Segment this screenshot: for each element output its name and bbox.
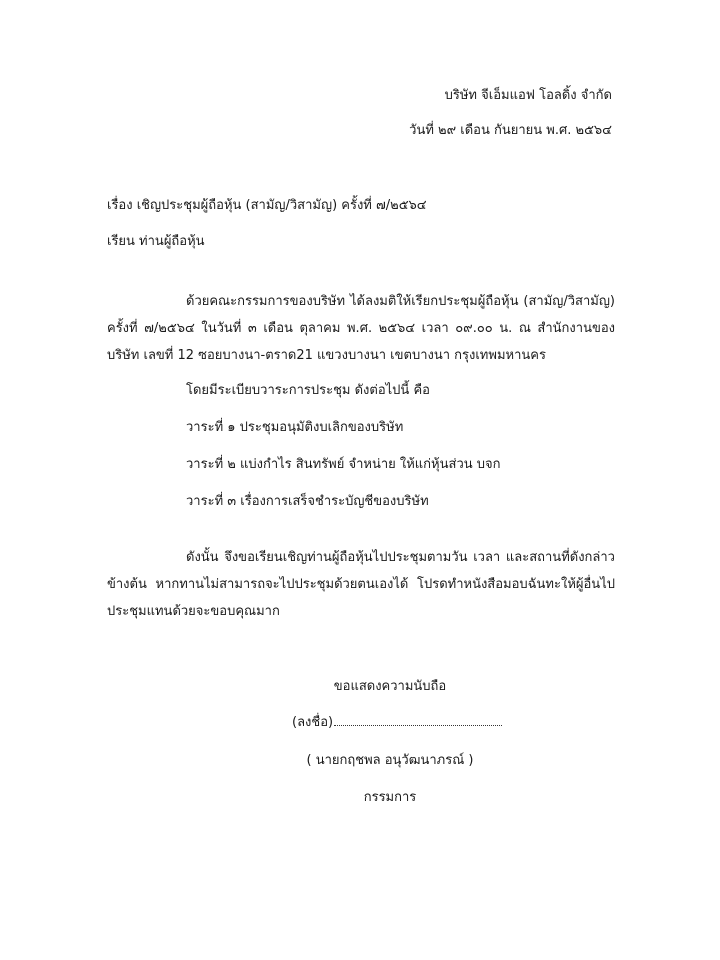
body-paragraph-2: ดังนั้น จึงขอเรียนเชิญท่านผู้ถือหุ้นไปประชุมตามวัน เวลา และสถานที่ดังกล่าว ข้างต้น หากทานไม่สามารถจะไปประชุมด้วยตนเองได้ โปรดทำหนังสือมอบฉันทะให้ผู้อื่นไป ประชุมแทนด้วยจะขอบคุณมาก: [107, 550, 615, 619]
agenda-item-3: วาระที่ ๓ เรื่องการเสร็จชำระบัญชีของบริษัท: [186, 494, 429, 509]
company-name: บริษัท จีเอ็มแอฟ โอลดิ้ง จำกัด: [444, 88, 612, 103]
closing-regards: ขอแสดงความนับถือ: [333, 679, 447, 694]
signer-position: กรรมการ: [363, 790, 417, 805]
signature-dotted-line: [334, 713, 502, 726]
agenda-item-2: วาระที่ ๒ แบ่งกำไร สินทรัพย์ จำหน่าย ให้แก่หุ้นส่วน บจก: [186, 457, 501, 472]
letter-subject: เรื่อง เชิญประชุมผู้ถือหุ้น (สามัญ/วิสามัญ) ครั้งที่ ๗/๒๕๖๔: [107, 198, 427, 213]
letter-date: วันที่ ๒๙ เดือน กันยายน พ.ศ. ๒๕๖๔: [409, 123, 612, 138]
signature-label: (ลงชื่อ): [292, 715, 334, 730]
letter-salutation: เรียน ท่านผู้ถือหุ้น: [107, 234, 205, 249]
signature-line: [292, 713, 502, 733]
agenda-intro: โดยมีระเบียบวาระการประชุม ดังต่อไปนี้ คือ: [186, 383, 430, 398]
body-paragraph-1: ด้วยคณะกรรมการของบริษัท ได้ลงมติให้เรียกประชุมผู้ถือหุ้น (สามัญ/วิสามัญ) ครั้งที่ ๗/๒๕๖๔ ในวันที่ ๓ เดือน ตุลาคม พ.ศ. ๒๕๖๔ เวลา ๐๙.๐๐ น. ณ สำนักงานของบริษัท เลขที่ 12 ซอยบางนา-ตราด21 แขวงบางนา เขตบางนา กรุงเทพมหานคร: [107, 294, 615, 363]
agenda-item-1: วาระที่ ๑ ประชุมอนุมัติงบเลิกของบริษัท: [186, 420, 404, 435]
signer-name: ( นายกฤชพล อนุวัฒนาภรณ์ ): [306, 753, 474, 768]
